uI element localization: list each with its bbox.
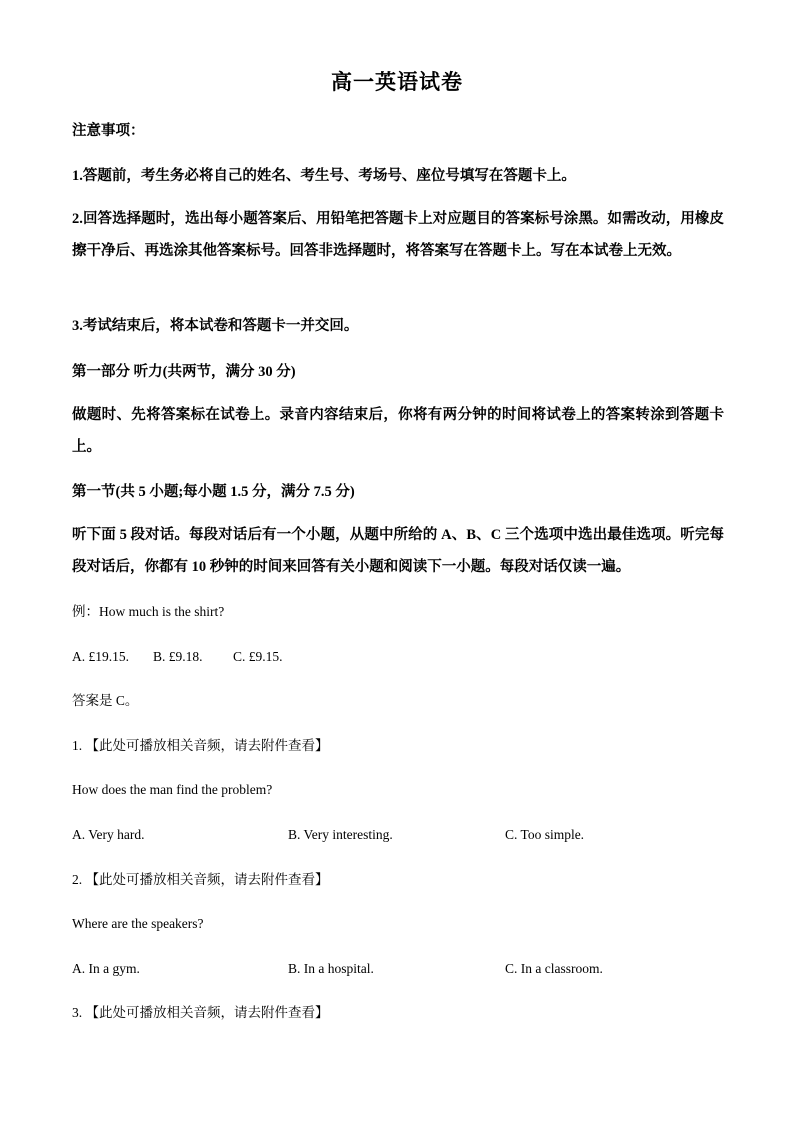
q1-option-b: B. Very interesting. [288, 827, 393, 842]
notice-item-2: 2.回答选择题时，选出每小题答案后、用铅笔把答题卡上对应题目的答案标号涂黑。如需改动，用橡皮擦干净后、再选涂其他答案标号。回答非选择题时，将答案写在答题卡上。写在本试卷上无效。 [72, 211, 724, 259]
notice-item-3: 3.考试结束后，将本试卷和答题卡一并交回。 [72, 318, 359, 334]
q2-audio-note: 2. 【此处可播放相关音频，请去附件查看】 [72, 872, 329, 887]
q1-option-c: C. Too simple. [505, 827, 585, 842]
q1-options [72, 819, 724, 851]
example-option-c: C. £9.15. [233, 649, 283, 664]
example-option-b: B. £9.18. [153, 649, 203, 664]
example-answer: 答案是 C。 [72, 693, 139, 708]
q1-question: How does the man find the problem? [72, 782, 273, 797]
q2-options [72, 953, 724, 985]
example-option-a: A. £19.15. [72, 649, 129, 664]
page-title: 高一英语试卷 [331, 70, 463, 94]
q2-option-a: A. In a gym. [72, 961, 140, 976]
example-options [72, 641, 724, 673]
section1-instruction: 听下面 5 段对话。每段对话后有一个小题，从题中所给的 A、B、C 三个选项中选出最佳选项。听完每段对话后，你都有 10 秒钟的时间来回答有关小题和阅读下一小题。每段对话仅读一遍。 [72, 527, 724, 575]
part1-instruction: 做题时、先将答案标在试卷上。录音内容结束后，你将有两分钟的时间将试卷上的答案转涂到答题卡上。 [72, 407, 724, 455]
notice-item-1: 1.答题前，考生务必将自己的姓名、考生号、考场号、座位号填写在答题卡上。 [72, 168, 576, 184]
q1-option-a: A. Very hard. [72, 827, 145, 842]
section1-heading: 第一节(共 5 小题;每小题 1.5 分，满分 7.5 分) [72, 484, 355, 500]
part1-heading: 第一部分 听力(共两节，满分 30 分) [72, 364, 296, 380]
notice-heading: 注意事项： [72, 123, 145, 139]
q1-audio-note: 1. 【此处可播放相关音频，请去附件查看】 [72, 738, 329, 753]
q2-option-b: B. In a hospital. [288, 961, 374, 976]
q2-question: Where are the speakers? [72, 916, 204, 931]
example-question: 例：How much is the shirt? [72, 604, 225, 619]
q2-option-c: C. In a classroom. [505, 961, 603, 976]
q3-audio-note: 3. 【此处可播放相关音频，请去附件查看】 [72, 1005, 329, 1020]
